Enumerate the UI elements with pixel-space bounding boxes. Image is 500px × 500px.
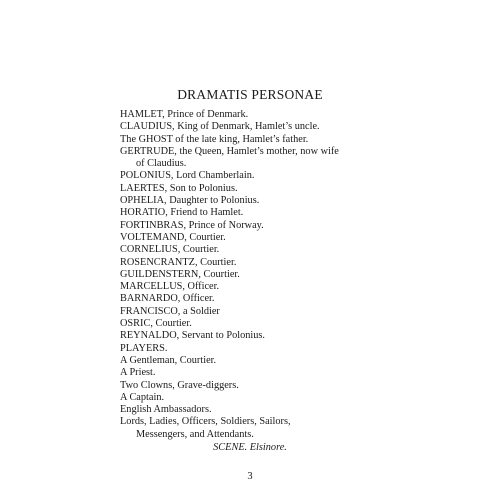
- character-entry: GUILDENSTERN, Courtier.: [120, 268, 240, 280]
- character-entry: Lords, Ladies, Officers, Soldiers, Sailors, Messengers, and Attendants.: [120, 416, 291, 440]
- character-entry: OPHELIA, Daughter to Polonius.: [120, 195, 260, 207]
- character-entry: CLAUDIUS, King of Denmark, Hamlet’s uncle.: [120, 121, 320, 133]
- character-entry: PLAYERS.: [120, 342, 168, 354]
- character-list: [120, 109, 342, 441]
- character-entry: The GHOST of the late king, Hamlet’s father.: [120, 133, 309, 145]
- scene-setting: SCENE. Elsinore.: [213, 442, 287, 453]
- character-entry: FORTINBRAS, Prince of Norway.: [120, 219, 264, 231]
- character-entry: GERTRUDE, the Queen, Hamlet’s mother, now wife of Claudius.: [120, 145, 339, 170]
- character-entry: A Captain.: [120, 391, 165, 403]
- character-entry: Two Clowns, Grave-diggers.: [120, 379, 239, 391]
- character-entry: LAERTES, Son to Polonius.: [120, 182, 238, 194]
- character-entry: POLONIUS, Lord Chamberlain.: [120, 170, 255, 182]
- character-entry: BARNARDO, Officer.: [120, 293, 215, 305]
- character-entry: REYNALDO, Servant to Polonius.: [120, 330, 266, 342]
- character-entry: VOLTEMAND, Courtier.: [120, 231, 226, 243]
- character-entry: English Ambassadors.: [120, 404, 212, 416]
- character-entry: HAMLET, Prince of Denmark.: [120, 109, 249, 120]
- character-entry: A Gentleman, Courtier.: [120, 354, 217, 366]
- character-entry: OSRIC, Courtier.: [120, 318, 192, 330]
- page-title: DRAMATIS PERSONAE: [177, 87, 323, 102]
- page-number: 3: [247, 471, 253, 482]
- character-entry: CORNELIUS, Courtier.: [120, 244, 220, 256]
- character-entry: MARCELLUS, Officer.: [120, 281, 220, 293]
- character-entry: ROSENCRANTZ, Courtier.: [120, 256, 237, 268]
- character-entry: A Priest.: [120, 367, 156, 379]
- character-entry: HORATIO, Friend to Hamlet.: [120, 207, 244, 219]
- character-entry: FRANCISCO, a Soldier: [120, 305, 220, 317]
